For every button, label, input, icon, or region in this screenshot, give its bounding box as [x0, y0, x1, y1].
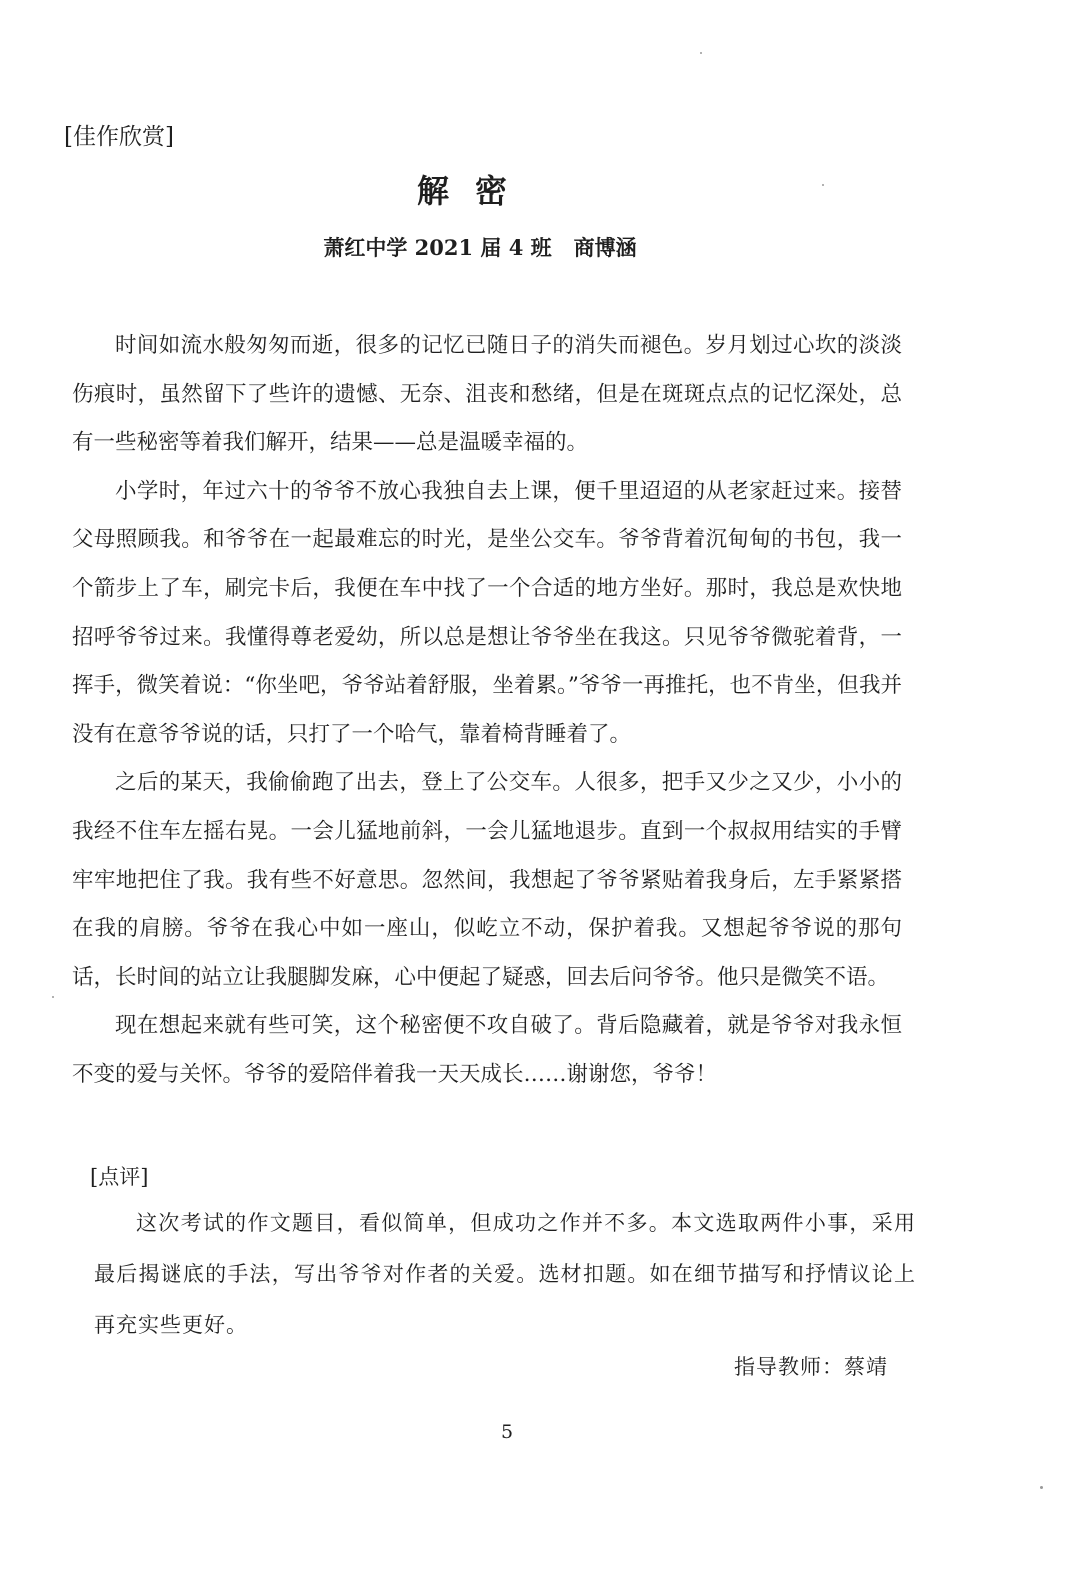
essay-paragraph-1: 时间如流水般匆匆而逝，很多的记忆已随日子的消失而褪色。岁月划过心坎的淡淡伤痕时，虽然留下了些许的遗憾、无奈、沮丧和愁绪，但是在斑斑点点的记忆深处，总有一些秘密等着我们解开，结果——总是温暖幸福的。 [72, 333, 902, 456]
scan-speck [700, 52, 702, 54]
scan-speck [52, 996, 54, 998]
scan-speck [1040, 1486, 1043, 1489]
teacher-signature: 指导教师：蔡靖 [734, 1355, 888, 1379]
essay-paragraph-2: 小学时，年过六十的爷爷不放心我独自去上课，便千里迢迢的从老家赶过来。接替父母照顾我。和爷爷在一起最难忘的时光，是坐公交车。爷爷背着沉甸甸的书包，我一个箭步上了车，刷完卡后，我便在车中找了一个合适的地方坐好。那时，我总是欢快地招呼爷爷过来。我懂得尊老爱幼，所以总是想让爷爷坐在我这。只见爷爷微驼着背，一挥手，微笑着说：“你坐吧，爷爷站着舒服，坐着累。”爷爷一再推托，也不肯坐，但我并没有在意爷爷说的话，只打了一个哈气，靠着椅背睡着了。 [72, 478, 902, 747]
essay-body [72, 322, 902, 1100]
essay-paragraph-3: 之后的某天，我偷偷跑了出去，登上了公交车。人很多，把手又少之又少，小小的我经不住车左摇右晃。一会儿猛地前斜，一会儿猛地退步。直到一个叔叔用结实的手臂牢牢地把住了我。我有些不好意思。忽然间，我想起了爷爷紧贴着我身后，左手紧紧搭在我的肩膀。爷爷在我心中如一座山，似屹立不动，保护着我。又想起爷爷说的那句话，长时间的站立让我腿脚发麻，心中便起了疑惑，回去后问爷爷。他只是微笑不语。 [72, 770, 902, 990]
section-tag: [佳作欣赏] [64, 124, 174, 150]
comment-tag: [点评] [90, 1165, 149, 1189]
byline-school-class: 萧红中学 2021 届 4 班 [323, 235, 552, 260]
comment-body [94, 1198, 916, 1351]
comment-paragraph: 这次考试的作文题目，看似简单，但成功之作并不多。本文选取两件小事，采用最后揭谜底的手法，写出爷爷对作者的关爱。选材扣题。如在细节描写和抒情议论上再充实些更好。 [94, 1211, 916, 1337]
byline-author: 商博涵 [573, 235, 637, 260]
essay-paragraph-4: 现在想起来就有些可笑，这个秘密便不攻自破了。背后隐藏着，就是爷爷对我永恒不变的爱与关怀。爷爷的爱陪伴着我一天天成长……谢谢您，爷爷！ [72, 1013, 902, 1087]
essay-title: 解密 [416, 172, 533, 210]
page-number: 5 [500, 1421, 514, 1443]
scan-speck [822, 184, 824, 186]
byline [0, 232, 960, 264]
